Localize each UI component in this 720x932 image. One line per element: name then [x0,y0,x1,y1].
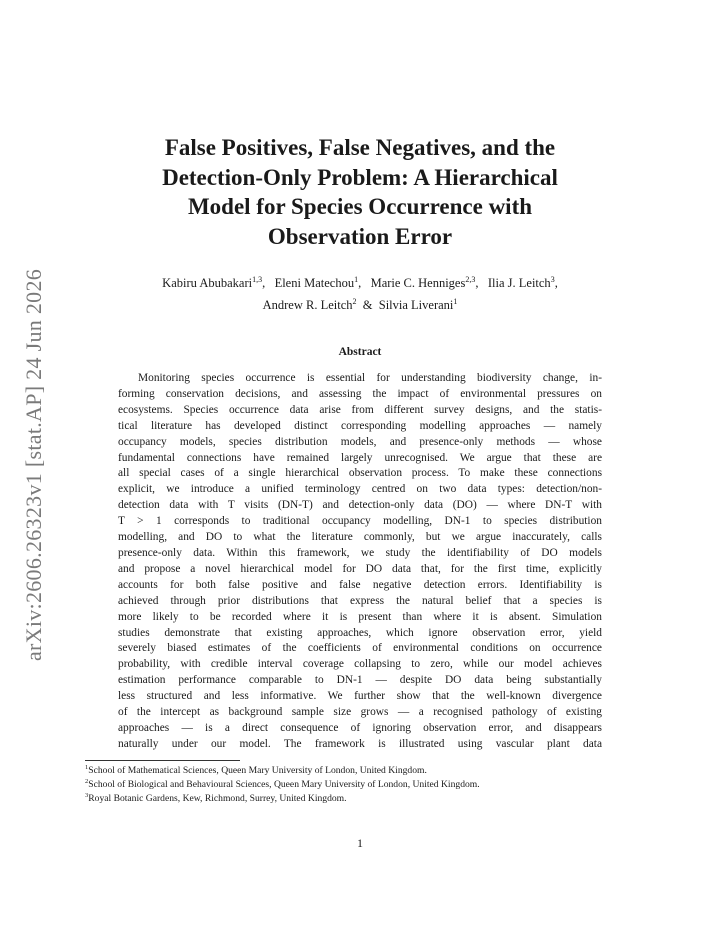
abstract-line: fundamental connections have remained largely unrecognised. We argue that these are [118,451,602,464]
footnote-text: Royal Botanic Gardens, Kew, Richmond, Surrey, United Kingdom. [88,793,347,805]
footnote [85,764,625,778]
author-affiliation: 1 [354,274,359,284]
title-line: False Positives, False Negatives, and the [164,135,556,160]
abstract-line: T > 1 corresponds to traditional occupancy modelling, DN-1 to species distribution [118,515,602,528]
footnote-text: School of Biological and Behavioural Sciences, Queen Mary University of London, United Kingdom. [88,779,480,791]
abstract-line: less structured and less informative. We further show that the well-known divergence [118,690,602,703]
footnote [85,792,625,806]
abstract-body [118,371,602,753]
footnote [85,778,625,792]
abstract-line: approaches — is a direct consequence of ignoring observation error, and disappears [118,721,602,734]
page-number: 1 [357,836,363,850]
abstract-line: detection data with T visits (DN-T) and detection-only data (DO) — where DN-T with [118,499,602,512]
abstract-line: more likely to be recorded where it is present than where it is absent. Simulation [118,610,602,623]
footnote-mark: 3 [85,792,89,800]
footnote-mark: 1 [85,763,89,771]
title-line: Observation Error [267,223,453,249]
abstract-line: explicit, we introduce a unified terminology centred on two data types: detection/non- [118,483,602,496]
author-affiliation: 2 [352,296,357,306]
abstract-line: estimation performance comparable to DN-1 — despite DO data being substantially [118,674,602,687]
title-line: Model for Species Occurrence with [187,194,533,219]
footnote-mark: 2 [85,778,89,786]
abstract-line: probability, with credible interval coverage collapsing to zero, while our model achieves [118,658,602,671]
abstract-line: studies demonstrate that existing approaches, which ignore observation error, yield [118,626,602,639]
footnote-divider [85,760,240,761]
abstract-line: presence-only data. Within this framework, we study the identifiability of DO models [118,546,602,559]
affiliation-footnotes [85,764,625,807]
abstract-line: all special cases of a single hierarchical observation process. To make these connections [118,467,602,480]
author-name: Ilia J. Leitch [487,276,551,290]
abstract-line: Monitoring species occurrence is essential for understanding biodiversity change, in- [138,372,602,384]
author-line-1: Kabiru Abubakari$^{1,3}$, Eleni Matechou$^1$, Marie C. Henniges$^{2,3}$, Ilia J. Leitch$^3$, [162,274,558,290]
title-line: Detection-Only Problem: A Hierarchical [162,164,558,190]
author-ampersand: & [362,298,373,312]
author-affiliation: 3 [550,274,555,284]
author-name: Kabiru Abubakari [162,276,253,290]
abstract-line: and propose a novel hierarchical model for DO data that, for the first time, explicitly [118,562,602,575]
author-list [80,272,640,316]
author-name: Andrew R. Leitch [262,298,353,312]
abstract-line: occupancy models, species distribution models, and presence-only methods — whose [118,435,602,448]
author-affiliation: 1 [453,296,458,306]
abstract-line: modelling, and DO to what the literature commonly, but we argue inaccurately, calls [118,531,602,544]
author-name: Marie C. Henniges [370,276,466,290]
abstract-line: tical literature has developed distinct corresponding modelling approaches — namely [118,419,602,432]
arxiv-identifier-text: arXiv:2606.26323v1 [stat.AP] 24 Jun 2026 [21,268,46,662]
abstract-line: ecosystems. Species occurrence data arise from different survey designs, and the statis- [118,403,602,416]
paper-title [100,133,620,251]
abstract-line: severely biased estimates of the coefficients of environmental conditions on occurrence [118,642,602,655]
author-affiliation: 1,3 [252,274,263,284]
author-affiliation: 2,3 [465,274,476,284]
author-name: Eleni Matechou [274,276,355,290]
author-name: Silvia Liverani [378,298,454,312]
abstract-line: naturally under our model. The framework is illustrated using vascular plant data [118,737,602,750]
abstract-line: achieved through prior distributions that express the natural belief that a species is [118,594,602,607]
author-line-2 [80,294,640,316]
abstract-line: forming conservation decisions, and assessing the impact of environmental pressures on [118,387,602,400]
arxiv-identifier [14,255,54,675]
footnote-text: School of Mathematical Sciences, Queen Mary University of London, United Kingdom. [88,765,427,776]
abstract-heading: Abstract [338,346,382,358]
abstract-line: accounts for both false positive and false negative detection errors. Identifiability is [118,578,602,591]
abstract-line: of the intercept as background sample size grows — a recognised pathology of existing [118,706,602,719]
